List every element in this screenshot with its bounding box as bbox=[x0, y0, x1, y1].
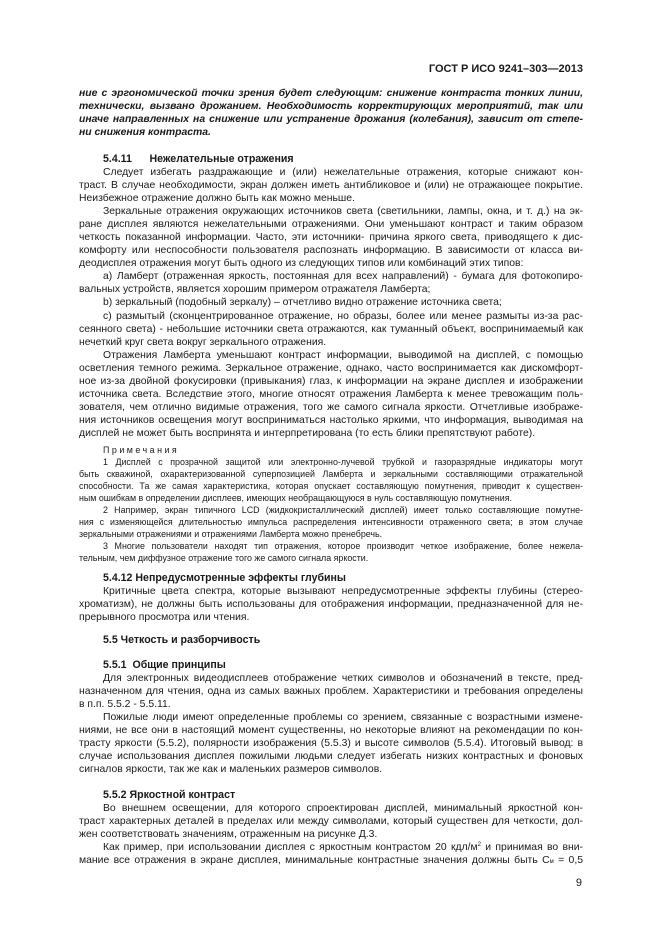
section-5-4-12 bbox=[79, 572, 583, 624]
text-line: ние с эргономической точки зрения будет следующим: снижение контраста тонких линии, bbox=[79, 88, 583, 99]
text-line: ния источников освещения могут восприниматься настолько яркими, что информация, выводимая на bbox=[79, 414, 583, 426]
text-line: ниями, не все они в настоящий момент существенны, но некоторые влияют на рекомендации по кон- bbox=[79, 725, 583, 737]
section-5-5 bbox=[79, 634, 583, 647]
note-line: ния с изменяющейся длительностью импульса распределения интенсивности отраженного света; в этом случае bbox=[79, 517, 583, 527]
list-item-a: a) Ламберт (отраженная яркость, постоянная для всех направлений) - бумага для фотокопиро- bbox=[103, 271, 583, 283]
text: Как пример, при использовании дисплея с яркостным контрастом 20 кдл/м bbox=[103, 842, 478, 854]
text-line: траст характерных деталей в пределах или между символами, который существен для четкости, дол- bbox=[79, 816, 583, 828]
note-line: ным ошибкам в определении дисплеев, имеющих необращающуюся в нуль составляющую помутнения. bbox=[79, 493, 512, 503]
section-5-5-1 bbox=[79, 659, 583, 776]
text: = 0,5 bbox=[553, 855, 583, 867]
page-number: 9 bbox=[575, 877, 582, 889]
text-line: иначе направленных на снижение или устранение дрожания (колебания), зависит от степе- bbox=[79, 114, 583, 126]
section-heading: 5.5 Четкость и разборчивость bbox=[103, 634, 261, 646]
note-line: 2 Например, экран типичного LCD (жидкокристаллический дисплей) имеет только составляющие помутне- bbox=[103, 505, 583, 515]
text-line: вальных устройств, является хорошим примером отражателя Ламберта; bbox=[79, 284, 431, 296]
text: мание все отражения в экране дисплея, минимальные контрастные значения должны быть C bbox=[79, 855, 550, 867]
text-line: трасту яркости (5.5.2), полярности изображения (5.5.3) и высоте символов (5.5.4). Итоговый вывод: в bbox=[79, 738, 583, 750]
list-item-c: c) размытый (сконцентрированное отражение, но образы, более или менее размыты из-за рас- bbox=[103, 310, 583, 322]
section-heading: 5.5.1 Общие принципы bbox=[103, 659, 226, 671]
note-line: способности. Та же самая характеристика, которая опускает составляющую помутнения, приводит к существен- bbox=[79, 481, 583, 491]
text-line: прерывного просмотра или чтения. bbox=[79, 612, 250, 624]
text-line: технически, вызвано дрожанием. Необходимость корректирующих мероприятий, так или bbox=[79, 101, 583, 113]
text-line: источника света. Вследствие этого, многие относят отражения Ламберта к менее тревожащим поль- bbox=[79, 388, 583, 400]
text-line: нечеткий круг света вокруг зеркального отражения. bbox=[79, 336, 327, 348]
text-line: жен соответствовать значениям, отраженным на рисунке Д.3. bbox=[79, 829, 378, 841]
text-line: сигналов яркости, так же как и маленьких размеров символов. bbox=[79, 764, 383, 776]
text-line: ное из-за двойной фокусировки (привыкания) глаз, к информации на экране дисплея и изображении bbox=[79, 375, 583, 387]
section-heading: 5.5.2 Яркостной контраст bbox=[103, 789, 236, 801]
section-heading: 5.4.12 Непредусмотренные эффекты глубины bbox=[103, 572, 346, 584]
text-line: ране дисплея являются нежелательными отражениями. Они уменьшают контраст и таким образом bbox=[79, 219, 583, 231]
note-line: тельным, чем диффузное отражение того же самого сигнала яркости. bbox=[79, 553, 369, 563]
text-line: осветления темного режима. Зеркальное отражение, однако, часто воспринимается как дискомфорт- bbox=[79, 362, 583, 374]
text-line: Во внешнем освещении, для которого спроектирован дисплей, минимальный яркостной кон- bbox=[103, 803, 583, 814]
text-line: комфорту или неспособности пользователя распознать информацию. В зависимости от класса ви- bbox=[79, 245, 583, 257]
text-line: случае использования дисплея пожилыми людьми следует избегать низких контрастных и фоновых bbox=[79, 751, 583, 763]
text-line: Неизбежное отражение должно быть как можно меньше. bbox=[79, 193, 355, 205]
document-header: ГОСТ Р ИСО 9241–303—2013 bbox=[428, 63, 583, 75]
text-line: дисплей не может быть воспринята и интерпретирована (то есть блики препятствуют работе). bbox=[79, 427, 536, 439]
text-line: Пожилые люди имеют определенные проблемы со зрением, связанные с возрастными измене- bbox=[103, 712, 583, 724]
section-5-4-11 bbox=[79, 153, 583, 440]
text-line: назначенном для чтения, одна из самых важных проблем. Характеристики и требования определены bbox=[79, 686, 583, 698]
text-line: Критичные цвета спектра, которые вызывают непредусмотренные эффекты глубины (стерео- bbox=[103, 586, 583, 597]
notes bbox=[79, 444, 583, 564]
notes-title: Примечания bbox=[103, 445, 180, 455]
note-line: 1 Дисплей с прозрачной защитой или электронно-лучевой трубкой и газоразрядные индикаторы могут bbox=[103, 457, 583, 467]
section-5-5-2 bbox=[79, 789, 583, 867]
superscript: 2 bbox=[477, 842, 482, 849]
text-line bbox=[79, 854, 583, 867]
text-line: в п.п. 5.5.2 - 5.5.11. bbox=[79, 699, 171, 711]
text-line: траст. В случае необходимости, экран должен иметь антибликовое и (или) не отражающее покрытие. bbox=[79, 180, 583, 192]
note-line: 3 Многие пользователи находят тип отражения, которое производит четкое изображение, более нежела- bbox=[103, 541, 583, 551]
list-item-b: b) зеркальный (подобный зеркалу) – отчетливо видно отражение источника света; bbox=[103, 297, 502, 309]
text-line: хроматизм), не должны быть использованы для отображения информации, предназначенной для не- bbox=[79, 599, 583, 611]
section-heading: 5.4.11 Нежелательные отражения bbox=[103, 153, 294, 165]
text: и принимая во вни- bbox=[481, 842, 584, 854]
text-line bbox=[79, 841, 583, 854]
text-line: Зеркальные отражения окружающих источников света (светильники, лампы, окна, и т. д.) на эк- bbox=[103, 206, 583, 218]
note-line: быть скважиной, охарактеризованной суперпозицией Ламберта и зеркальными составляющими отражательной bbox=[79, 469, 583, 479]
text-line: Следует избегать раздражающие и (или) нежелательные отражения, которые снижают кон- bbox=[103, 167, 583, 178]
text-line: Отражения Ламберта уменьшают контраст информации, выводимой на дисплей, с помощью bbox=[103, 349, 583, 361]
text-line: четкость показанной информации. Часто, эти источники- причина яркого света, приводящего к дис- bbox=[79, 232, 583, 244]
intro-paragraph bbox=[79, 87, 583, 139]
text-line: зователя, чем отлично видимые отражения, того же самого сигнала яркости. Отчетливые изображе- bbox=[79, 401, 583, 413]
note-line: зеркальными отражениями и отражениями Ламберта можно пренебречь. bbox=[79, 529, 383, 539]
text-line: Для электронных видеодисплеев отображение четких символов и обозначений в тексте, пред- bbox=[103, 673, 583, 684]
text-line: сеянного света) - небольшие источники света отражаются, как туманный объект, воспринимаемый как bbox=[79, 323, 583, 335]
subscript: м bbox=[549, 859, 554, 866]
text-line: деодисплея отражения могут быть одного из следующих типов или комбинаций этих типов: bbox=[79, 258, 524, 270]
text-line: ни снижения контраста. bbox=[79, 127, 211, 139]
